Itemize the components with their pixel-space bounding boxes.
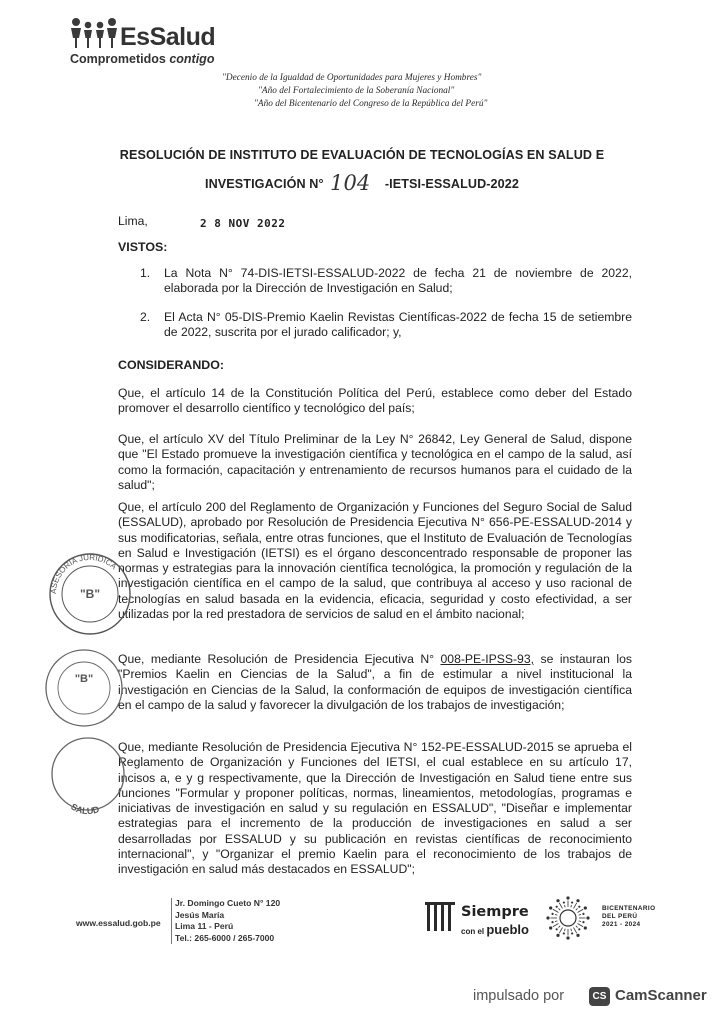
family-figures-icon: [70, 16, 118, 50]
considerando-paragraph: Que, el artículo 14 de la Constitución Política del Perú, establece como deber del Estado promover el desarrollo científico y tecnológico del país;: [118, 386, 632, 416]
resolution-title-line1: RESOLUCIÓN DE INSTITUTO DE EVALUACIÓN DE TECNOLOGÍAS EN SALUD E: [119, 148, 605, 162]
bicentenario-logo: BICENTENARIO DEL PERÚ 2021 - 2024: [546, 896, 676, 940]
logo-wordmark: EsSalud: [120, 23, 216, 51]
logo-tagline: Comprometidos contigo: [70, 52, 215, 66]
date-stamp: 2 8 NOV 2022: [200, 217, 286, 230]
camscanner-icon: CS: [589, 987, 610, 1006]
legal-stamp: [42, 546, 138, 642]
decree-line: "Año del Bicentenario del Congreso de la República del Perú": [254, 99, 488, 109]
stamp-letter: "B": [74, 673, 94, 685]
vistos-heading: VISTOS:: [118, 240, 168, 254]
considerando-paragraph: Que, el artículo 200 del Reglamento de Organización y Funciones del Seguro Social de Salud (ESSALUD), aprobado por Resolución de Presidencia Ejecutiva N° 656-PE-ESSALUD-2014 y sus modificatorias, señala, entre otras funciones, que el Instituto de Evaluación de Tecnologías en Salud e Investigación (IETSI) es el órgano desconcentrado responsable de proponer las normas y estrategias para la innovación científica tecnológica, la promoción y regulación de la investigación científica en el campo de la salud, que contribuya al acceso y uso racional de tecnologías en salud basada en la evidencia, eficacia, seguridad y costo efectividad, a ser utilizadas por la red prestadora de servicios de salud en el ámbito nacional;: [118, 500, 632, 622]
watermark-label: impulsado por: [473, 988, 565, 1004]
vistos-item: 2. El Acta N° 05-DIS-Premio Kaelin Revistas Científicas-2022 de fecha 15 de setiembre de 2022, suscrita por el jurado calificador; y,: [140, 310, 632, 340]
footer-divider: [171, 898, 172, 944]
decree-line: "Decenio de la Igualdad de Oportunidades para Mujeres y Hombres": [222, 73, 482, 83]
stamp-arc-text: ASESORÍA JURÍDICA: [48, 552, 119, 595]
siempre-con-el-pueblo-logo: Siempre con el pueblo: [425, 898, 535, 938]
considerando-paragraph: Que, mediante Resolución de Presidencia Ejecutiva N° 152-PE-ESSALUD-2015 se aprueba el Reglamento de Organización y Funciones del IETSI, el cual establece en su artículo 17, incisos a, e y g respectivamente, que la Dirección de Investigación en Salud tiene entre sus funciones "Formular y proponer políticas, normas, lineamientos, metodologías, programas e iniciativas de investigación en salud y su regulación en ESSALUD", "Diseñar e implementar estrategias para el incremento de la producción de investigaciones en salud a ser desarrolladas por ESSALUD y su publicación en revistas científicas de reconocimiento internacional", y "Organizar el premio Kaelin para el reconocimiento de los trabajos de investigación en salud más destacados en ESSALUD";: [118, 740, 632, 877]
stamp-letter: "B": [79, 587, 101, 601]
decree-line: "Año del Fortalecimiento de la Soberanía Nacional": [258, 86, 455, 96]
svg-text:SALUD: [69, 801, 101, 816]
flag-bars-icon: [425, 900, 457, 934]
resolution-number: 104: [330, 171, 371, 195]
footer-address: Jr. Domingo Cueto N° 120 Jesús María Lima 11 - Perú Tel.: 265-6000 / 265-7000: [175, 898, 281, 943]
stamp-arc-text: SALUD: [69, 801, 101, 817]
decree-mottos: [200, 72, 530, 111]
resolution-title-line2: INVESTIGACIÓN N° 104 -IETSI-ESSALUD-2022: [205, 171, 519, 195]
legal-stamp: [36, 640, 132, 736]
vistos-item: 1. La Nota N° 74-DIS-IETSI-ESSALUD-2022 de fecha 21 de noviembre de 2022, elaborada por la Dirección de Investigación en Salud;: [140, 266, 632, 296]
legal-stamp: [40, 726, 136, 822]
watermark-brand: CamScanner: [615, 987, 707, 1004]
place-label: Lima,: [118, 214, 148, 228]
website-link[interactable]: www.essalud.gob.pe: [76, 918, 161, 928]
considerando-heading: CONSIDERANDO:: [118, 358, 225, 372]
considerando-paragraph: Que, mediante Resolución de Presidencia Ejecutiva N° 008-PE-IPSS-93, se instauran los "Premios Kaelin en Ciencias de la Salud", a fin de estimular a nivel institucional la investigación en Ciencias de la Salud, la conformación de equipos de investigación científica en el campo de la salud y favorecer la divulgación de los trabajos de investigación;: [118, 652, 632, 712]
bicentenario-sun-icon: [546, 896, 590, 940]
essalud-logo: [64, 16, 234, 70]
considerando-paragraph: Que, el artículo XV del Título Preliminar de la Ley N° 26842, Ley General de Salud, dispone que "El Estado promueve la investigación científica y tecnológica en el campo de la salud, así como la formación, capacitación y entrenamiento de recursos humanos para el cuidado de la salud";: [118, 432, 632, 492]
